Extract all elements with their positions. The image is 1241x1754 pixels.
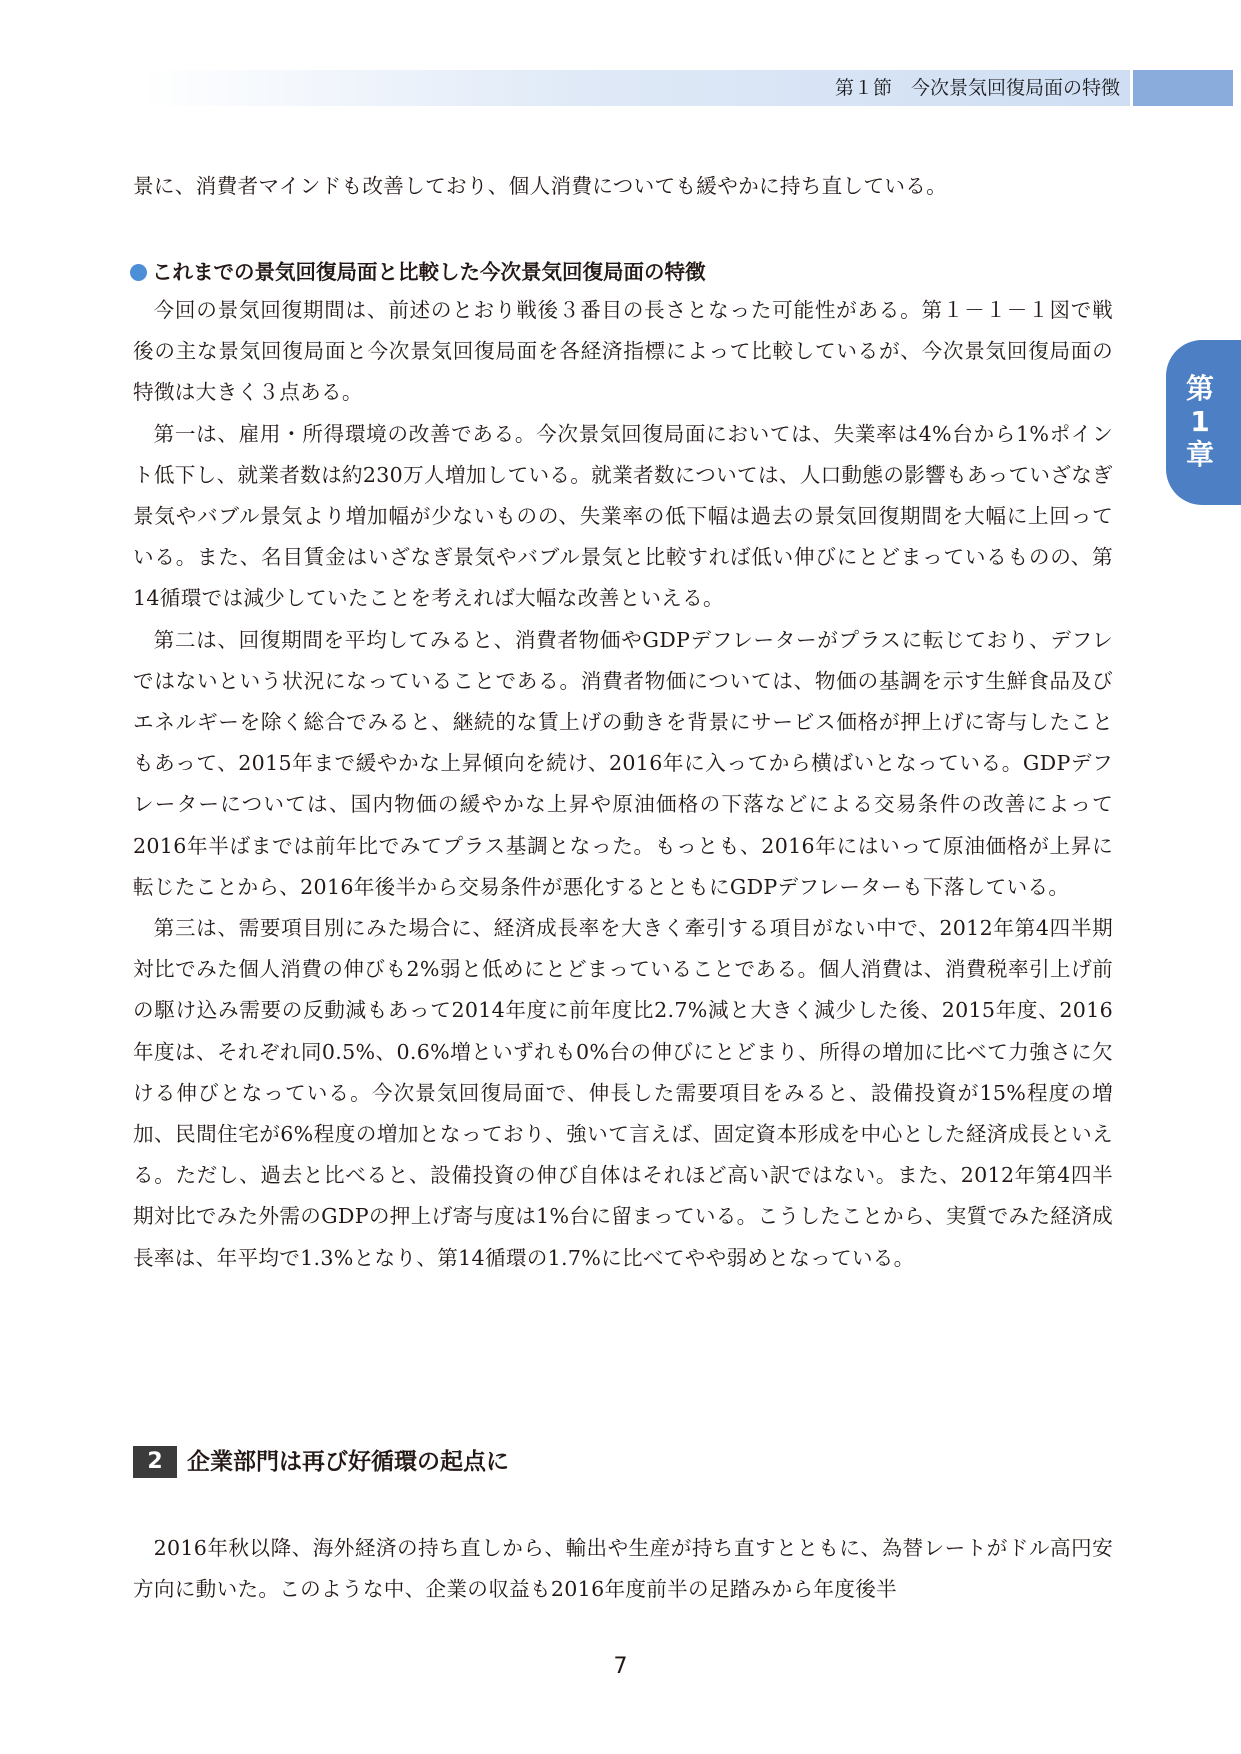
subheading bbox=[130, 255, 706, 289]
main-text bbox=[133, 290, 1113, 1279]
section-title: 企業部門は再び好循環の起点に bbox=[187, 1449, 509, 1475]
chapter-tab-char: 章 bbox=[1185, 438, 1214, 471]
section-number: 2 bbox=[133, 1446, 177, 1478]
section-heading bbox=[133, 1444, 509, 1480]
running-header-tab bbox=[1133, 70, 1233, 106]
subheading-text: これまでの景気回復局面と比較した今次景気回復局面の特徴 bbox=[152, 260, 706, 284]
paragraph: 2016年秋以降、海外経済の持ち直しから、輸出や生産が持ち直すとともに、為替レートがドル高円安方向に動いた。このような中、企業の収益も2016年度前半の足踏みから年度後半 bbox=[133, 1536, 1113, 1602]
intro-block bbox=[133, 166, 1113, 207]
section-text bbox=[133, 1528, 1113, 1610]
bullet-dot-icon bbox=[130, 264, 147, 281]
chapter-tab-label bbox=[1180, 372, 1220, 471]
paragraph: 第二は、回復期間を平均してみると、消費者物価やGDPデフレーターがプラスに転じており、デフレではないという状況になっていることである。消費者物価については、物価の基調を示す生鮮食品及びエネルギーを除く総合でみると、継続的な賃上げの動きを背景にサービス価格が押上げに寄与したこともあって、2015年まで緩やかな上昇傾向を続け、2016年に入ってから横ばいとなっている。GDPデフレーターについては、国内物価の緩やかな上昇や原油価格の下落などによる交易条件の改善によって2016年半ばまでは前年比でみてプラス基調となった。もっとも、2016年にはいって原油価格が上昇に転じたことから、2016年後半から交易条件が悪化するとともにGDPデフレーターも下落している。 bbox=[133, 627, 1113, 899]
running-header-title: 第１節 今次景気回復局面の特徴 bbox=[834, 77, 1120, 99]
chapter-tab-char: 第 bbox=[1185, 372, 1214, 405]
paragraph: 今回の景気回復期間は、前述のとおり戦後３番目の長さとなった可能性がある。第１－１－１図で戦後の主な景気回復局面と今次景気回復局面を各経済指標によって比較しているが、今次景気回復局面の特徴は大きく３点ある。 bbox=[133, 298, 1113, 405]
chapter-tab-char: 1 bbox=[1190, 405, 1210, 438]
running-header bbox=[140, 70, 1130, 106]
paragraph: 第三は、需要項目別にみた場合に、経済成長率を大きく牽引する項目がない中で、2012年第4四半期対比でみた個人消費の伸びも2%弱と低めにとどまっていることである。個人消費は、消費税率引上げ前の駆け込み需要の反動減もあって2014年度に前年度比2.7%減と大きく減少した後、2015年度、2016年度は、それぞれ同0.5%、0.6%増といずれも0%台の伸びにとどまり、所得の増加に比べて力強さに欠ける伸びとなっている。今次景気回復局面で、伸長した需要項目をみると、設備投資が15%程度の増加、民間住宅が6%程度の増加となっており、強いて言えば、固定資本形成を中心とした経済成長といえる。ただし、過去と比べると、設備投資の伸び自体はそれほど高い訳ではない。また、2012年第4四半期対比でみた外需のGDPの押上げ寄与度は1%台に留まっている。こうしたことから、実質でみた経済成長率は、年平均で1.3%となり、第14循環の1.7%に比べてやや弱めとなっている。 bbox=[133, 916, 1113, 1270]
page-number: 7 bbox=[613, 1654, 628, 1679]
paragraph: 第一は、雇用・所得環境の改善である。今次景気回復局面においては、失業率は4%台から1%ポイント低下し、就業者数は約230万人増加している。就業者数については、人口動態の影響もあっていざなぎ景気やバブル景気より増加幅が少ないものの、失業率の低下幅は過去の景気回復期間を大幅に上回っている。また、名目賃金はいざなぎ景気やバブル景気と比較すれば低い伸びにとどまっているものの、第14循環では減少していたことを考えれば大幅な改善といえる。 bbox=[133, 421, 1113, 611]
intro-paragraph: 景に、消費者マインドも改善しており、個人消費についても緩やかに持ち直している。 bbox=[133, 174, 948, 198]
